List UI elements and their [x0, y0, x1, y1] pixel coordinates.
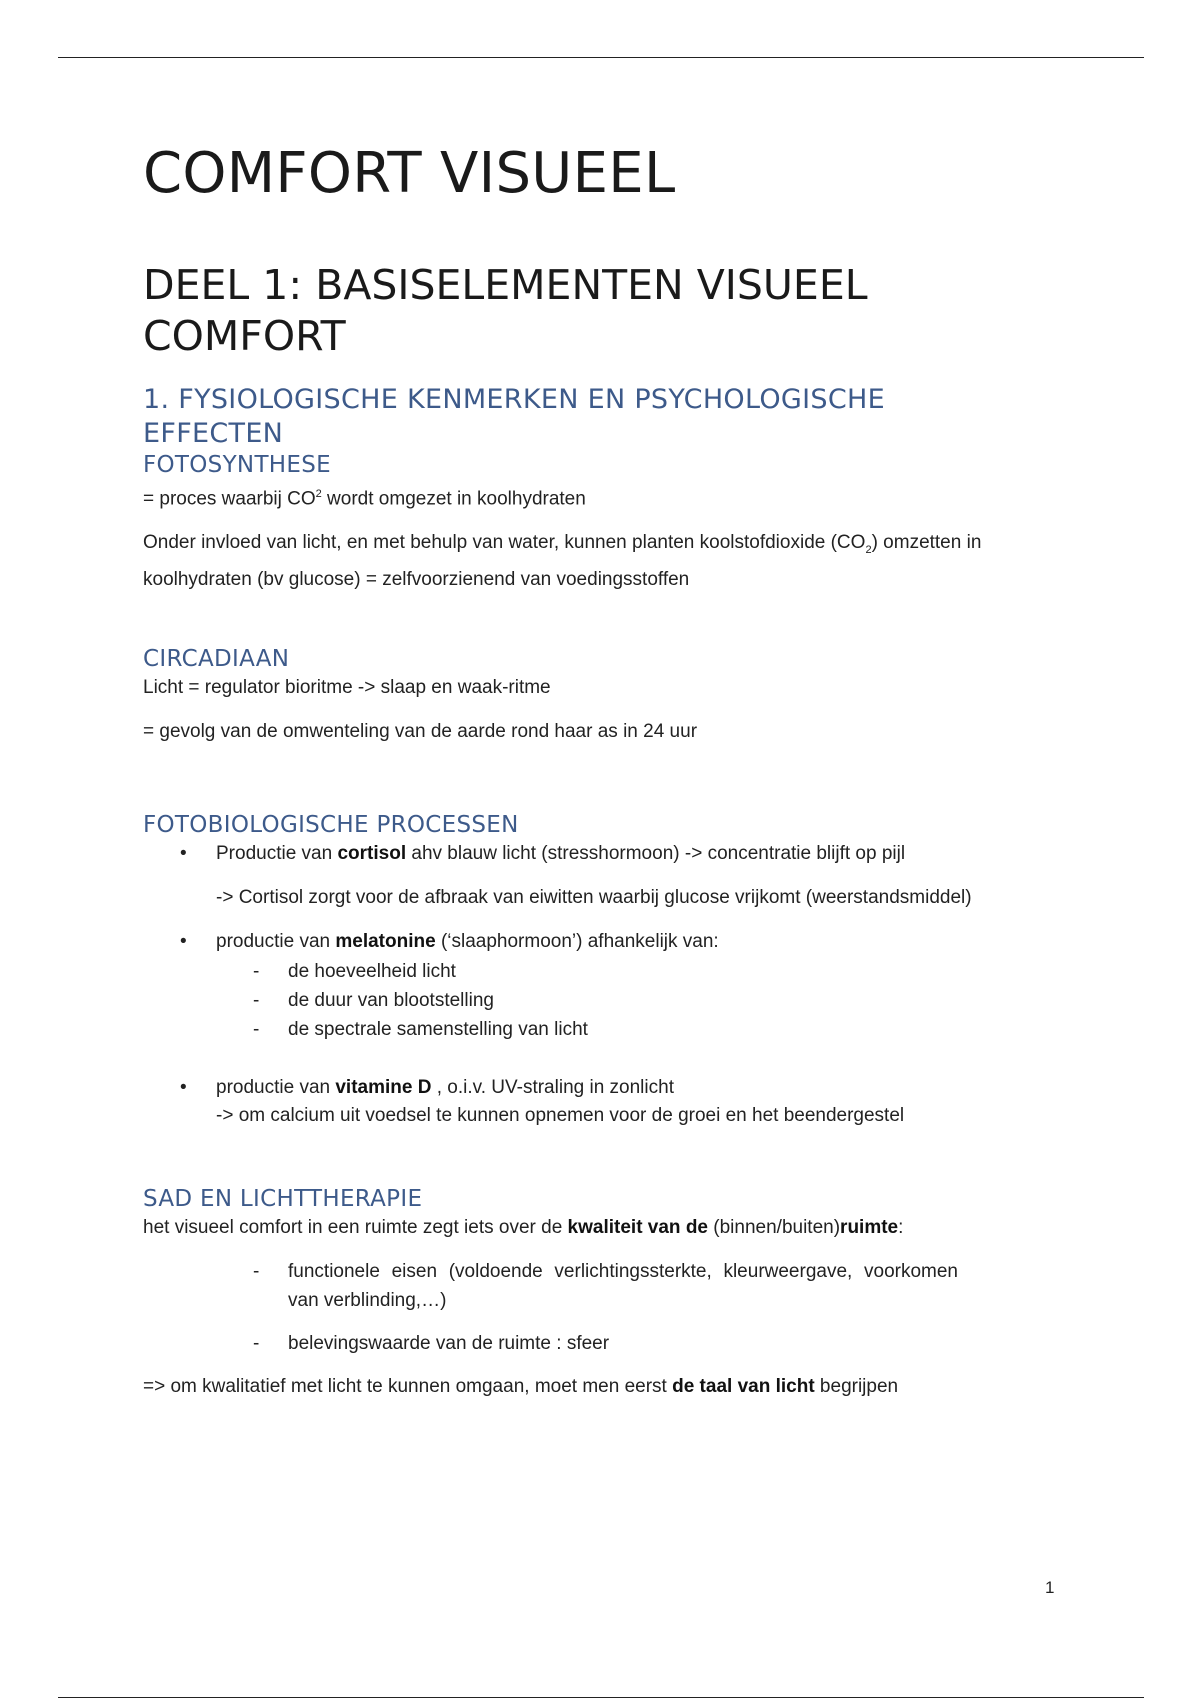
melatonine-sublist — [143, 957, 1093, 1044]
vitamine-d-note: -> om calcium uit voedsel te kunnen opnemen voor de groei en het beendergestel — [216, 1105, 905, 1127]
list-item: - functionele eisen (voldoende verlichtingssterkte, kleurweergave, voorkomen van verblinding,…) — [143, 1257, 958, 1315]
sad-list-2 — [143, 1329, 1093, 1358]
part-heading: DEEL 1: BASISELEMENTEN VISUEEL COMFORT — [143, 261, 868, 360]
list-item: • Productie van cortisol ahv blauw licht (stresshormoon) -> concentratie blijft op pijl — [143, 839, 1093, 869]
subheading-fotobiologische-processen: FOTOBIOLOGISCHE PROCESSEN — [143, 812, 519, 839]
list-item: • productie van vitamine D , o.i.v. UV-straling in zonlicht — [143, 1073, 1093, 1103]
subheading-circadiaan: CIRCADIAAN — [143, 646, 290, 673]
fotobio-list-3 — [143, 1073, 1093, 1103]
list-item: - de hoeveelheid licht — [143, 957, 1093, 986]
bottom-rule — [58, 1697, 1144, 1698]
sad-list — [143, 1257, 1093, 1315]
sad-outro: => om kwalitatief met licht te kunnen omgaan, moet men eerst de taal van licht begrijpen — [143, 1376, 899, 1398]
list-item: - de spectrale samenstelling van licht — [143, 1015, 1093, 1044]
list-item: • productie van melatonine (‘slaaphormoon’) afhankelijk van: — [143, 927, 1093, 957]
document-title: COMFORT VISUEEL — [143, 141, 676, 206]
cortisol-note: -> Cortisol zorgt voor de afbraak van eiwitten waarbij glucose vrijkomt (weerstandsmiddel) — [216, 887, 972, 909]
fotobio-list — [143, 839, 1093, 869]
document-body — [143, 140, 1093, 1402]
fotobio-list-2 — [143, 927, 1093, 957]
page-number: 1 — [1045, 1578, 1055, 1597]
sad-intro: het visueel comfort in een ruimte zegt iets over de kwaliteit van de (binnen/buiten)ruimte: — [143, 1217, 904, 1239]
top-rule — [58, 57, 1144, 58]
subheading-fotosynthese: FOTOSYNTHESE — [143, 452, 331, 478]
fotosynthese-definition: = proces waarbij $CO^2$ wordt omgezet in koolhydraten — [143, 488, 586, 510]
section-heading: 1. FYSIOLOGISCHE KENMERKEN EN PSYCHOLOGISCHE EFFECTEN — [143, 384, 885, 449]
circadiaan-line-1: Licht = regulator bioritme -> slaap en waak-ritme — [143, 677, 551, 699]
subheading-sad: SAD EN LICHTTHERAPIE — [143, 1186, 423, 1213]
circadiaan-line-2: = gevolg van de omwenteling van de aarde rond haar as in 24 uur — [143, 721, 698, 743]
list-item: - de duur van blootstelling — [143, 986, 1093, 1015]
fotosynthese-paragraph: Onder invloed van licht, en met behulp van water, kunnen planten koolstofdioxide $(CO_2)$ omzetten in koolhydraten (bv glucose) = zelfvoorzienend van voedingsstoffen — [143, 532, 982, 591]
list-item: - belevingswaarde van de ruimte : sfeer — [143, 1329, 1093, 1358]
